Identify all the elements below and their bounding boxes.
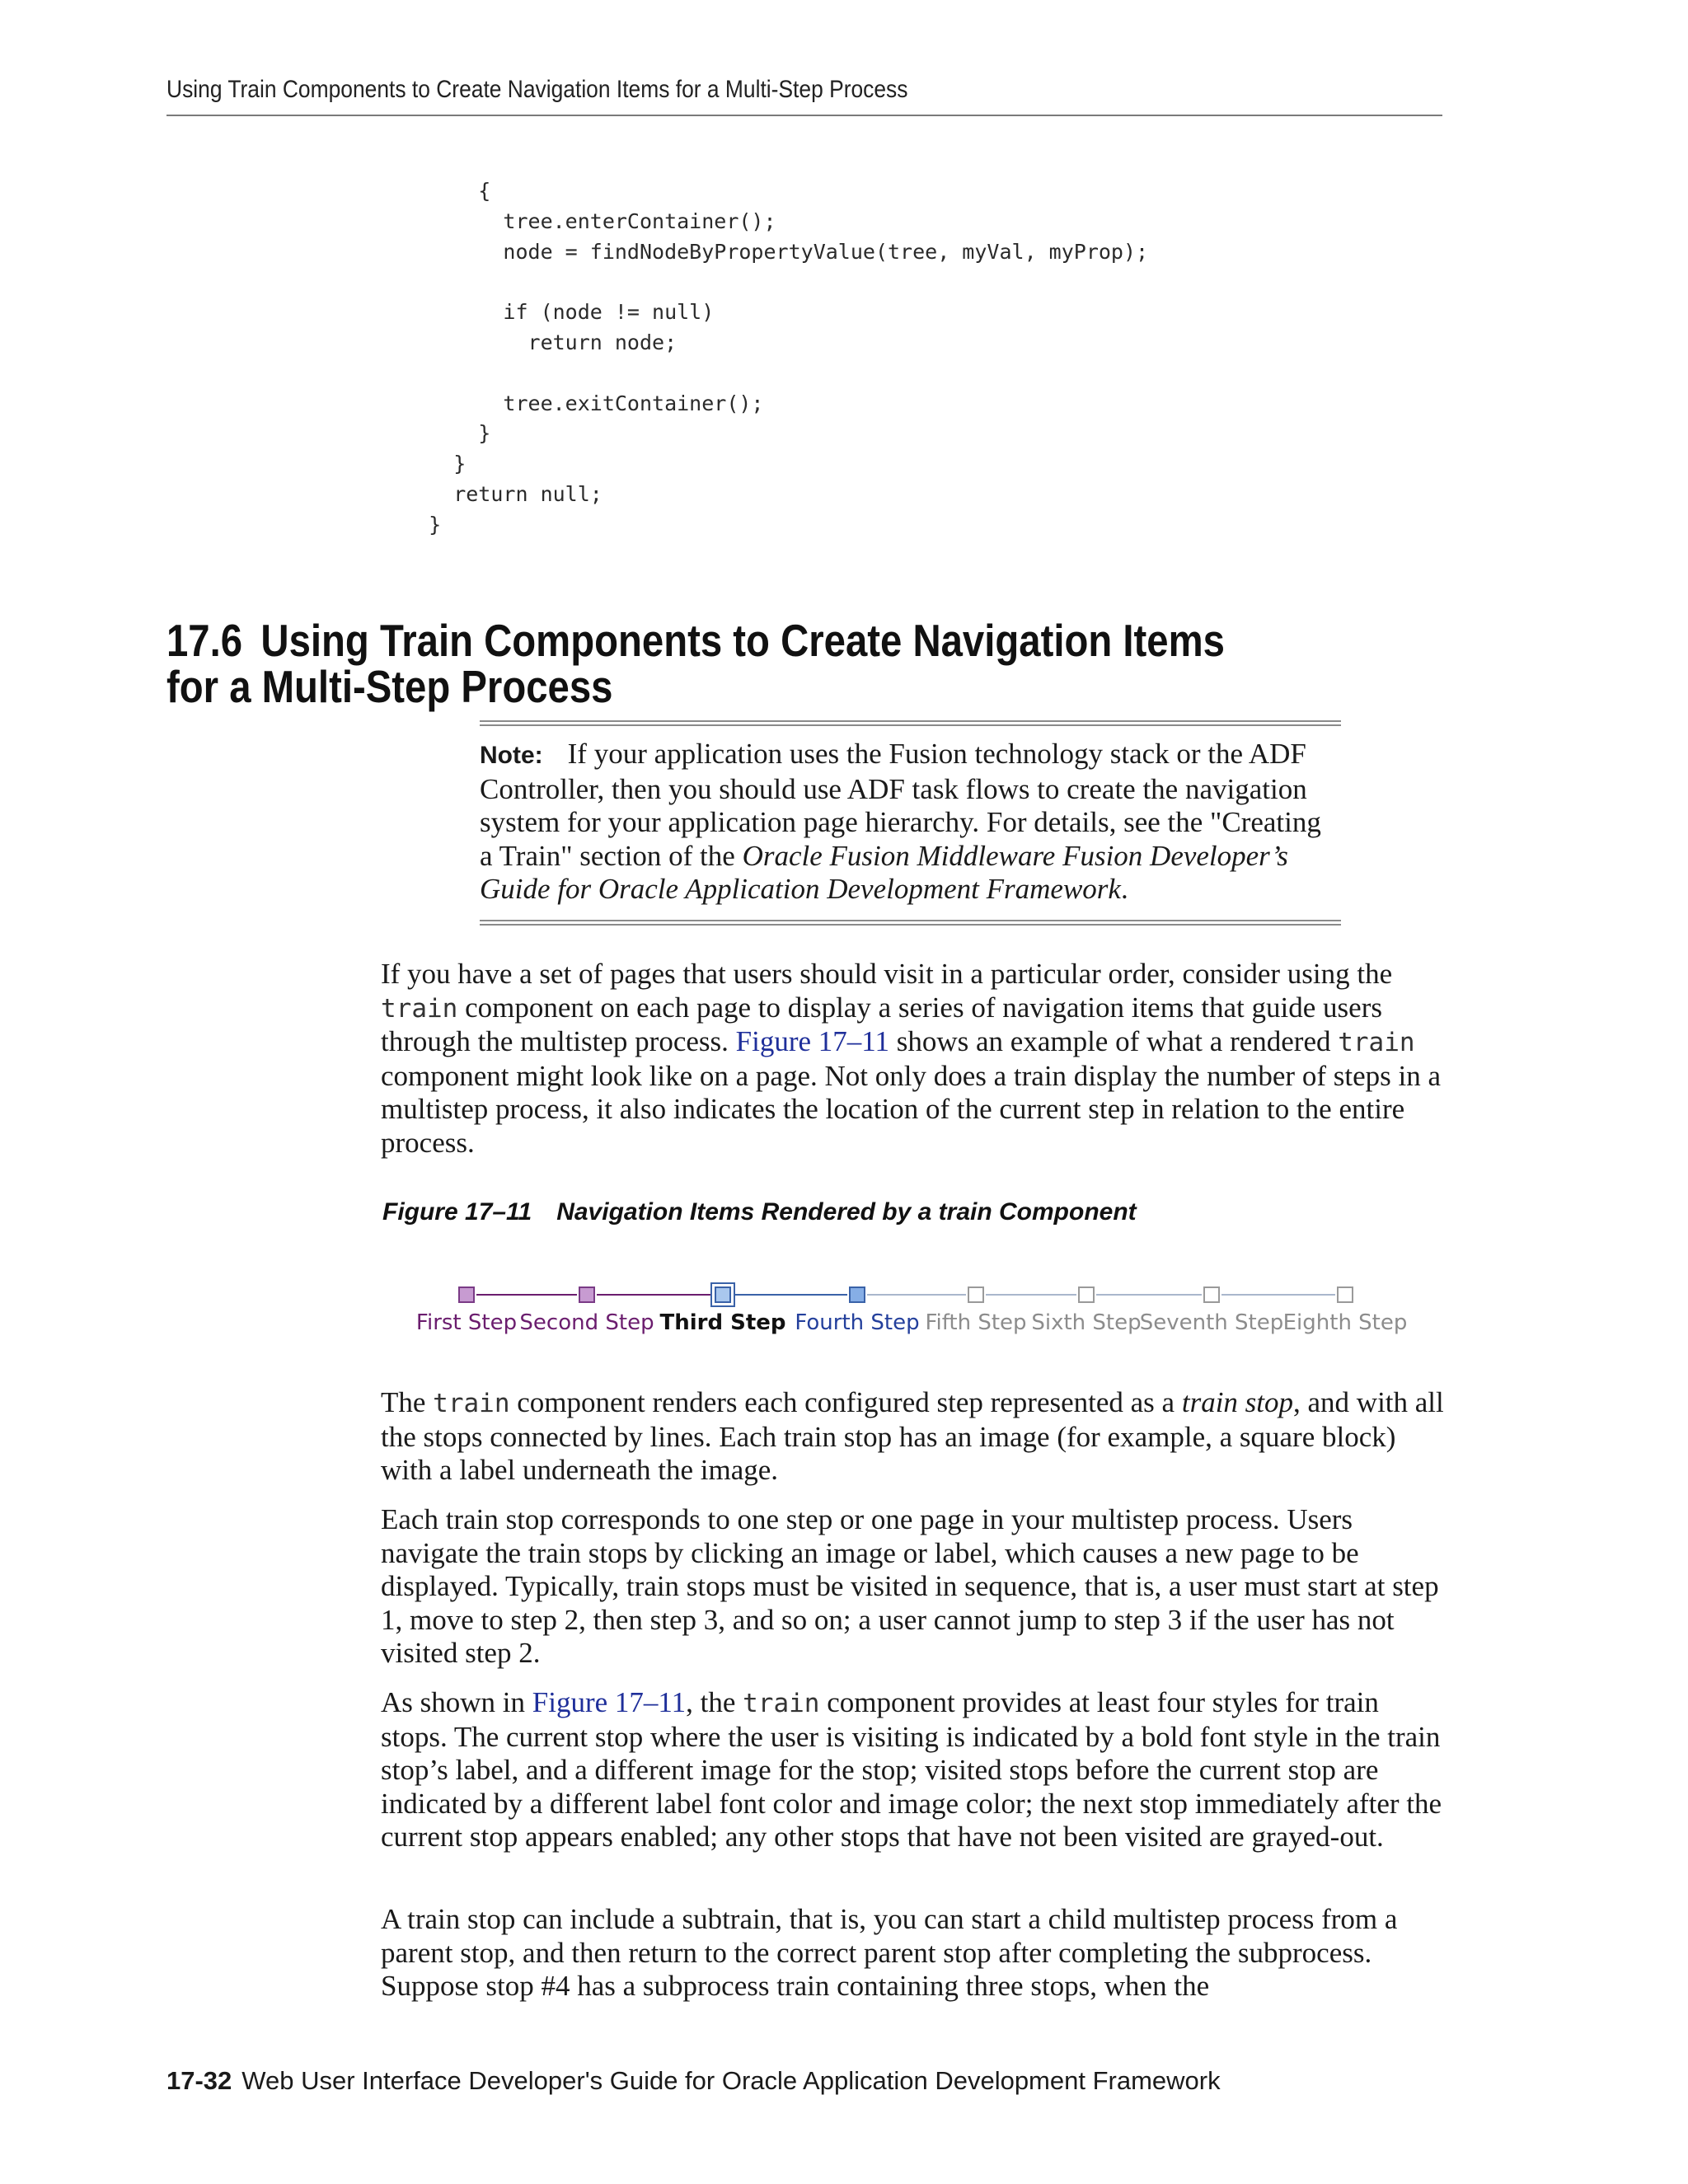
train-stop-label[interactable]: Eighth Step [1282,1310,1408,1335]
code-line: return null; [404,481,603,506]
section-heading [166,614,1273,712]
text-run: component provides at least four styles for train stops. The current stop where the user is visiting is indicated by a bold font style in the train stop’s label, and a different image for the stop; visited stops before the current stop are indicated by a different label font color and image color; the next stop immediately after the current stop appears enabled; any other stops that have not been visited are grayed-out. [381,1686,1442,1853]
text-run: , the [686,1686,743,1718]
code-line: tree.enterContainer(); [404,209,776,233]
code-line: tree.exitContainer(); [404,391,764,415]
inline-code: train [433,1389,510,1418]
train-stop-label[interactable]: Second Step [519,1310,654,1335]
figure-link[interactable]: Figure 17–11 [735,1025,889,1057]
note-book-title: Oracle Fusion Middleware Fusion Developer’s Guide for Oracle Application Development Framework [480,839,1288,905]
code-line: { [404,179,491,203]
train-stop-icon[interactable] [1079,1287,1094,1302]
text-run: component might look like on a page. Not only does a train display the number of steps in a multistep process, it also indicates the location of the current step in relation to the entire process. [381,1059,1441,1159]
train-stop-label[interactable]: Third Step [659,1310,786,1335]
train-stop-icon[interactable] [968,1287,983,1302]
note-box [480,720,1341,926]
note-label: Note: [480,742,543,769]
inline-code: train [1338,1028,1415,1057]
text-run: The [381,1386,434,1418]
note-text [480,726,1341,920]
paragraph-navigation: Each train stop corresponds to one step or one page in your multistep process. Users navigate the train stops by clicking an image or label, which causes a new page to be displayed. Typically, train stops must be visited in sequence, that is, a user must start at step 1, move to step 2, then step 3, and so on; a user cannot jump to step 3 if the user has not visited step 2. [381,1503,1439,1669]
train-stop-label[interactable]: Seventh Step [1139,1310,1284,1335]
train-stop-label[interactable]: Fourth Step [795,1310,920,1335]
figure-caption [382,1198,1137,1226]
emphasis: train stop [1181,1386,1294,1418]
train-stop-label[interactable]: First Step [415,1310,518,1335]
train-stop-icon[interactable] [459,1287,474,1302]
inline-code: train [743,1689,820,1718]
code-line: if (node != null) [404,300,715,325]
train-stop-label[interactable]: Sixth Step [1031,1310,1142,1335]
section-title: Using Train Components to Create Navigation Items for a Multi-Step Process [166,614,1225,712]
figure-title: Navigation Items Rendered by a train Component [556,1198,1137,1226]
page-number: 17-32 [166,2066,232,2095]
paragraph-styles [381,1686,1444,1854]
code-line: } [404,421,491,446]
section-number: 17.6 [166,614,243,666]
note-top-rule [480,720,1341,726]
footer-book-title: Web User Interface Developer's Guide for Oracle Application Development Framework [241,2066,1221,2095]
code-line [404,359,1148,389]
train-stop-icon[interactable] [1338,1287,1353,1302]
code-line: } [404,452,467,476]
code-line: } [404,512,442,537]
figure-link[interactable]: Figure 17–11 [532,1686,687,1718]
text-run: shows an example of what a rendered [889,1025,1339,1057]
paragraph-intro [381,958,1444,1160]
note-bottom-rule [480,920,1341,926]
text-run: , and with all the stops connected by lines. Each train stop has an image (for example, a square block) with a label underneath the image. [381,1386,1444,1486]
train-stop-icon[interactable] [711,1283,734,1306]
text-run: component on each page to display a series of navigation items that guide users through the multistep process. [381,991,1382,1057]
train-stop-icon[interactable] [850,1287,865,1302]
train-stop-icon[interactable] [1204,1287,1219,1302]
inline-code: train [381,993,458,1024]
header-divider [166,115,1442,116]
code-line: node = findNodeByPropertyValue(tree, myVal, myProp); [404,239,1149,264]
text-run: As shown in [381,1686,532,1718]
text-run: component renders each configured step represented as a [509,1386,1182,1418]
code-block [404,176,1148,541]
paragraph-train-stops [381,1386,1444,1488]
code-line [404,267,1148,298]
figure-number: Figure 17–11 [382,1198,532,1226]
page-footer [166,2066,1221,2096]
text-run: If you have a set of pages that users should visit in a particular order, consider using the [381,958,1393,990]
note-body-end: . [1120,873,1128,905]
code-line: return node; [404,330,678,354]
train-stop-label[interactable]: Fifth Step [925,1310,1027,1335]
note-body: If your application uses the Fusion technology stack or the ADF Controller, then you should use ADF task flows to create the navigation system for your application page hierarchy. For details, see the "Creating a Train" section of the [480,738,1321,872]
running-header: Using Train Components to Create Navigation Items for a Multi-Step Process [166,76,908,103]
paragraph-subtrain: A train stop can include a subtrain, that is, you can start a child multistep process from a parent stop, and then return to the correct parent stop after completing the subprocess. Suppose stop #4 has a subprocess train containing three stops, when the [381,1903,1398,2002]
train-stop-icon[interactable] [579,1287,594,1302]
